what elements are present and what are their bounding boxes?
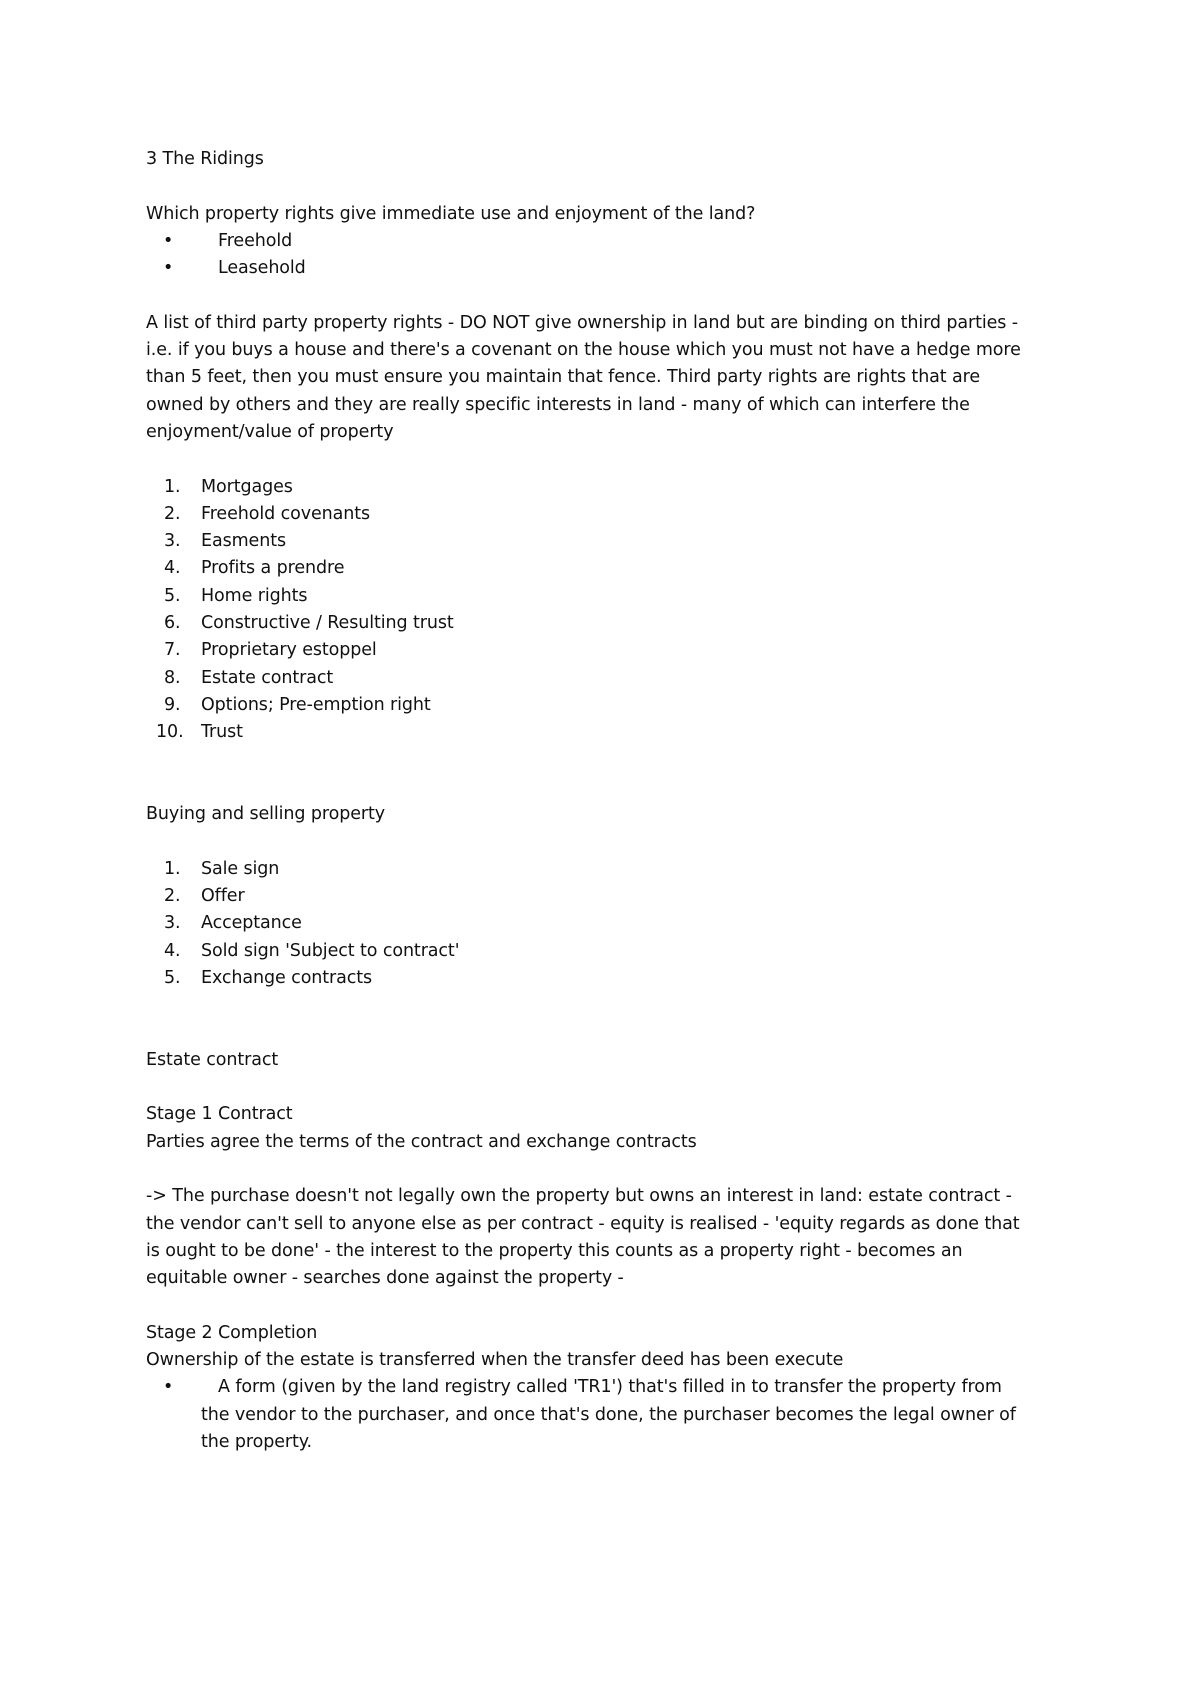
third-party-intro: A list of third party property rights - DO NOT give ownership in land but are binding on third parties - i.e. if you buys a house and there's a covenant on the house which you must not have a hedge more than 5 feet, then you must ensure you maintain that fence. Third party rights are rights that are owned by others and they are really specific interests in land - many of which can interfere the enjoyment/value of property: [146, 312, 1021, 442]
list-item: 4. Sold sign 'Subject to contract': [164, 940, 460, 961]
spacer: [146, 282, 1066, 309]
bullet-icon: •: [163, 230, 174, 251]
question-text: Which property rights give immediate use and enjoyment of the land?: [146, 203, 756, 224]
list-item: 9. Options; Pre-emption right: [164, 694, 431, 715]
bullet-icon: •: [163, 1377, 174, 1398]
spacer: [146, 747, 1066, 774]
spacer: [146, 1074, 1066, 1101]
list-item: 2. Offer: [164, 886, 245, 907]
bullet-icon: •: [163, 258, 174, 279]
document-page: [146, 146, 1066, 1456]
list-item: 10. Trust: [156, 722, 243, 743]
list-item: 1. Mortgages: [164, 476, 293, 497]
list-item: 1. Sale sign: [164, 858, 280, 879]
list-item: • Leasehold: [146, 255, 1066, 282]
list-item: 4. Profits a prendre: [164, 558, 345, 579]
stage2-text: Ownership of the estate is transferred when the transfer deed has been execute: [146, 1350, 844, 1371]
spacer: [146, 1156, 1066, 1183]
spacer: [146, 173, 1066, 200]
list-item: 2. Freehold covenants: [164, 503, 371, 524]
spacer: [146, 1292, 1066, 1319]
buying-steps-list: [146, 856, 1066, 992]
list-item: 5. Exchange contracts: [164, 967, 373, 988]
list-item: 8. Estate contract: [164, 667, 334, 688]
estate-heading: Estate contract: [146, 1049, 279, 1070]
spacer: [146, 774, 1066, 801]
rights-list: [146, 228, 1066, 283]
third-party-rights-list: [146, 474, 1066, 747]
stage1-heading: Stage 1 Contract: [146, 1104, 293, 1125]
list-item: 3. Acceptance: [164, 913, 302, 934]
list-item: 5. Home rights: [164, 585, 308, 606]
list-item: 3. Easments: [164, 531, 286, 552]
list-item: • A form (given by the land registry called 'TR1') that's filled in to transfer the property from the vendor to the purchaser, and once that's done, the purchaser becomes the legal owner of the property.: [146, 1374, 1066, 1456]
document-title: 3 The Ridings: [146, 149, 264, 169]
spacer: [146, 828, 1066, 855]
list-item: 6. Constructive / Resulting trust: [164, 613, 454, 634]
list-item: 7. Proprietary estoppel: [164, 640, 377, 661]
spacer: [146, 446, 1066, 473]
stage1-detail: -> The purchase doesn't not legally own the property but owns an interest in land: estate contract - the vendor can't sell to anyone else as per contract - equity is realised - 'equity regards as done that is ought to be done' - the interest to the property this counts as a property right - becomes an equitable owner - searches done against the property -: [146, 1186, 1020, 1289]
buying-heading: Buying and selling property: [146, 804, 386, 825]
spacer: [146, 992, 1066, 1019]
stage2-heading: Stage 2 Completion: [146, 1322, 318, 1343]
list-item: • Freehold: [146, 228, 1066, 255]
spacer: [146, 1020, 1066, 1047]
stage1-text: Parties agree the terms of the contract and exchange contracts: [146, 1131, 697, 1152]
stage2-bullets: [146, 1374, 1066, 1456]
